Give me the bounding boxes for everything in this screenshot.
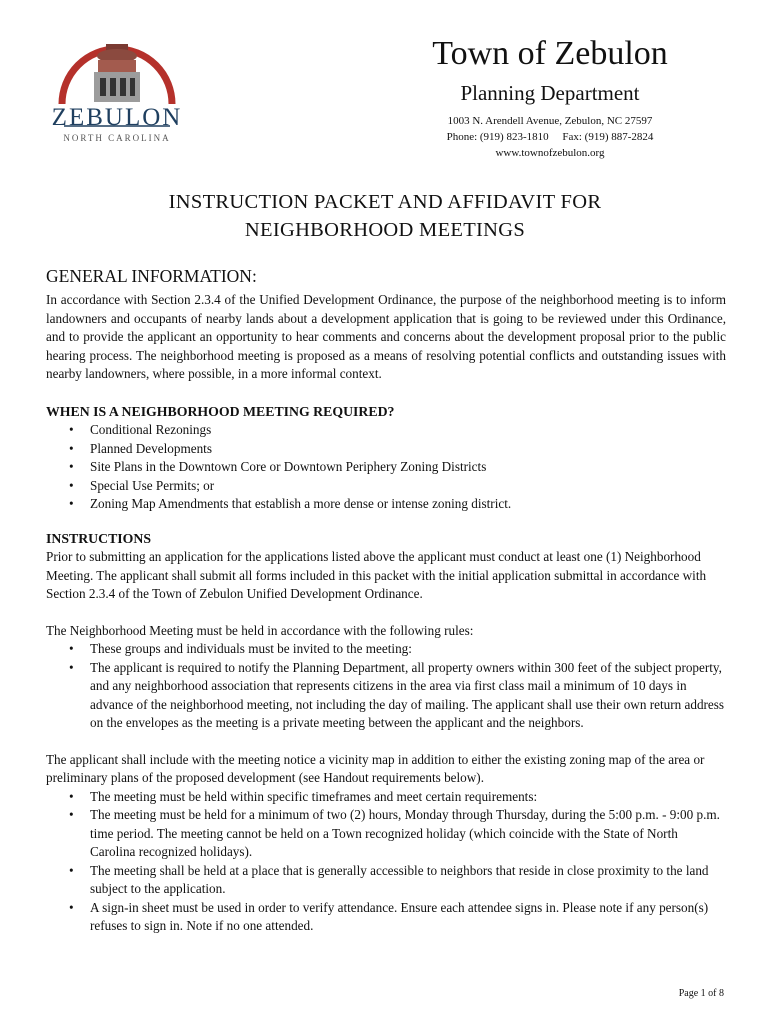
bullet-icon: • bbox=[69, 459, 74, 474]
website: www.townofzebulon.org bbox=[495, 147, 605, 159]
title-line-1: INSTRUCTION PACKET AND AFFIDAVIT FOR bbox=[168, 191, 602, 213]
town-logo bbox=[44, 38, 190, 150]
bullet-icon: • bbox=[69, 641, 74, 656]
letterhead bbox=[340, 34, 760, 161]
bullet-icon: • bbox=[69, 422, 74, 437]
general-heading: GENERAL INFORMATION: bbox=[46, 266, 257, 286]
logo-wordmark: ZEBULON bbox=[51, 104, 183, 131]
list-item: • Planned Developments bbox=[90, 440, 726, 459]
logo-subtext: NORTH CAROLINA bbox=[63, 133, 171, 143]
bullet-icon: • bbox=[69, 899, 74, 915]
page-number: Page 1 of 8 bbox=[678, 988, 724, 999]
bullet-icon: • bbox=[69, 807, 74, 822]
list-item: • Zoning Map Amendments that establish a more dense or intense zoning district. bbox=[90, 495, 726, 514]
bullet-icon: • bbox=[69, 659, 74, 675]
list-item: • These groups and individuals must be invited to the meeting: bbox=[90, 640, 726, 659]
list-item: • A sign-in sheet must be used in order to verify attendance. Ensure each attendee signs in. Please note if any person(s) refuses to sign in. Note if no one attended. bbox=[69, 899, 709, 933]
list-item: • Special Use Permits; or bbox=[90, 477, 726, 496]
rules-list-2 bbox=[46, 788, 726, 936]
document-body bbox=[46, 265, 726, 936]
bullet-icon: • bbox=[69, 496, 74, 511]
town-name: Town of Zebulon bbox=[432, 35, 668, 72]
rules-list-1 bbox=[46, 640, 726, 733]
list-item: • The meeting shall be held at a place that is generally accessible to neighbors that reside in close proximity to the land subject to the application. bbox=[69, 862, 709, 896]
vicinity-paragraph: The applicant shall include with the meeting notice a vicinity map in addition to either the existing zoning map of the area or preliminary plans of the proposed development (see Handout requirements below). bbox=[46, 751, 705, 785]
document-title bbox=[50, 188, 720, 244]
instructions-heading: INSTRUCTIONS bbox=[46, 530, 152, 546]
rules-intro: The Neighborhood Meeting must be held in accordance with the following rules: bbox=[46, 622, 474, 638]
instructions-paragraph: Prior to submitting an application for the applications listed above the applicant must conduct at least one (1) Neighborhood Meeting. The applicant shall submit all forms included in this packet with the initial application submittal in accordance with Section 2.3.4 of the Town of Zebulon Unified Development Ordinance. bbox=[46, 549, 707, 601]
address: 1003 N. Arendell Avenue, Zebulon, NC 27597 bbox=[447, 115, 653, 127]
list-item: • The meeting must be held for a minimum of two (2) hours, Monday through Thursday, during the 5:00 p.m. - 9:00 p.m. time period. The meeting cannot be held on a Town recognized holiday (which coincide with the State of North Carolina recognized holidays). bbox=[69, 807, 720, 859]
phone-fax: Phone: (919) 823-1810 Fax: (919) 887-2824 bbox=[446, 131, 654, 143]
list-item: • The meeting must be held within specific timeframes and meet certain requirements: bbox=[90, 788, 726, 807]
bullet-icon: • bbox=[69, 440, 74, 456]
required-heading: WHEN IS A NEIGHBORHOOD MEETING REQUIRED? bbox=[46, 403, 395, 419]
required-list bbox=[46, 421, 726, 514]
list-item: • Conditional Rezonings bbox=[90, 421, 726, 440]
list-item: • The applicant is required to notify the Planning Department, all property owners within 300 feet of the subject property, and any neighborhood association that represents citizens in the area via first class mail a minimum of 10 days in advance of the neighborhood meeting, not including the day of mailing. The applicant shall use their own return address on the envelopes as the meeting is a private meeting between the applicant and the neighbors. bbox=[69, 659, 725, 730]
department-name: Planning Department bbox=[460, 81, 640, 105]
general-paragraph: In accordance with Section 2.3.4 of the Unified Development Ordinance, the purpose of the neighborhood meeting is to inform landowners and occupants of nearby lands about a development application that is going to be reviewed under this Ordinance, and to provide the applicant an opportunity to hear comments and concerns about the development proposal prior to the public hearing process. The neighborhood meeting is proposed as a means of resolving potential conflicts and outstanding issues with nearby landowners, where possible, in a more informal context. bbox=[46, 292, 726, 381]
bullet-icon: • bbox=[69, 788, 74, 804]
bullet-icon: • bbox=[69, 862, 74, 878]
list-item: • Site Plans in the Downtown Core or Downtown Periphery Zoning Districts bbox=[90, 458, 726, 477]
bullet-icon: • bbox=[69, 477, 74, 493]
title-line-2: NEIGHBORHOOD MEETINGS bbox=[244, 219, 526, 241]
